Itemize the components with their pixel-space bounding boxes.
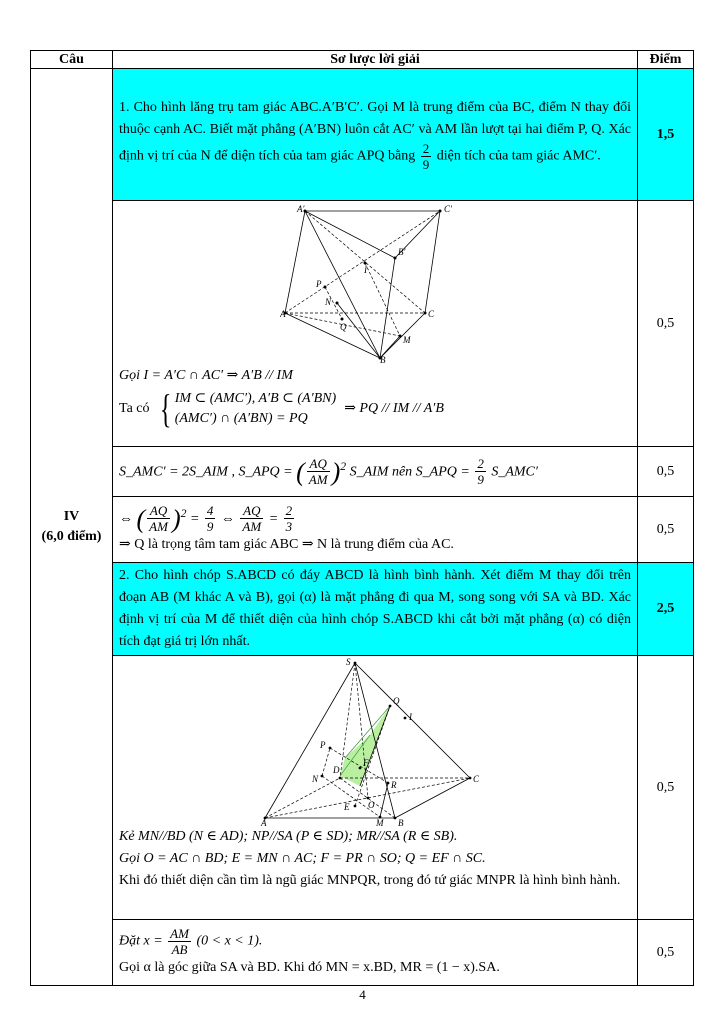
q2-figure-points: 0,5 — [638, 656, 694, 920]
label-e: E — [344, 802, 350, 812]
label-d: D — [333, 765, 340, 775]
ratio-den-2: AM — [242, 519, 262, 535]
q1-conclusion: ⇒ Q là trọng tâm tam giác ABC ⇒ N là trung điểm của AC. — [119, 537, 454, 553]
label-a: A — [280, 309, 286, 319]
q2-line1: Kẻ MN//BD (N ∈ AD); NP//SA (P ∈ SD); MR//SA (R ∈ SB). — [119, 829, 458, 844]
q1-statement-end: diện tích của tam giác AMC′. — [436, 148, 601, 164]
label-p2: P — [320, 740, 326, 750]
x-num: AM — [170, 926, 189, 941]
q1-system-result: ⇒ PQ // IM // A′B — [344, 401, 444, 416]
label-c: C — [428, 309, 435, 319]
label-s: S — [346, 658, 351, 667]
q1-statement-text: 1. Cho hình lăng trụ tam giác ABC.A′B′C′. Gọi M là trung điểm của BC, điểm N thay đổi thuộc cạnh AC. Biết mặt phẳng (A′BN) luôn cắt AC′ và AM lần lượt tại hai điểm P, Q. Xác định vị trí của N để diện tích của tam giác APQ bằng — [119, 100, 631, 164]
label-i: I — [364, 265, 367, 275]
solution-table — [30, 50, 694, 986]
q1-points: 1,5 — [638, 69, 694, 201]
q2-figure-cell — [113, 656, 638, 920]
q2-line2: Gọi O = AC ∩ BD; E = MN ∩ AC; F = PR ∩ SO; Q = EF ∩ SC. — [119, 851, 486, 866]
q2-last-cell — [113, 920, 638, 986]
q2-x-cond: (0 < x < 1). — [196, 933, 263, 949]
q2-figure-row — [31, 656, 694, 920]
label-b-prime: B′ — [398, 247, 406, 257]
pyramid-figure — [260, 658, 490, 826]
q1-area-eq: S_AMC′ = 2S_AIM , S_APQ = — [119, 464, 293, 480]
q1-area-points: 0,5 — [638, 447, 694, 497]
header-cau: Câu — [31, 51, 113, 69]
ratio-num-2: AQ — [240, 503, 263, 519]
label-b2: B — [398, 818, 404, 826]
q2-points: 2,5 — [638, 563, 694, 656]
page-number: 4 — [359, 987, 366, 1002]
area-frac2-num: 2 — [477, 456, 484, 472]
q1-statement-row — [31, 69, 694, 201]
q1-area-tail: S_AIM nên S_APQ = — [349, 464, 470, 480]
question-number: IV — [63, 509, 80, 524]
x-den: AB — [171, 942, 188, 957]
q1-system — [119, 386, 631, 431]
q1-taco: Ta có — [119, 401, 150, 416]
header-solution: Sơ lược lời giải — [113, 51, 638, 69]
q1-system-line2: (AMC′) ∩ (A′BN) = PQ — [174, 411, 308, 426]
area-frac-num: AQ — [307, 456, 330, 472]
ratio-den: AM — [149, 519, 168, 535]
area-frac2-den: 9 — [477, 472, 484, 488]
q1-line-intersection: Gọi I = A′C ∩ AC′ ⇒ A′B // IM — [119, 368, 293, 383]
label-a2: A — [261, 818, 267, 826]
label-b: B — [380, 355, 386, 363]
q1-ratio-points: 0,5 — [638, 497, 694, 563]
q2-statement: 2. Cho hình chóp S.ABCD có đáy ABCD là hình bình hành. Xét điểm M thay đổi trên đoạn AB (M khác A và B), gọi (α) là mặt phẳng đi qua M, song song với SA và BD. Xác định vị trí của M để thiết diện của hình chóp S.ABCD khi cắt bởi mặt phẳng (α) có diện tích đạt giá trị lớn nhất. — [113, 563, 638, 656]
label-q2: Q — [393, 696, 400, 706]
q1-system-line1: IM ⊂ (AMC′), A′B ⊂ (A′BN) — [174, 391, 337, 406]
label-o: O — [368, 800, 375, 810]
label-m2: M — [376, 818, 384, 826]
prism-figure — [280, 203, 470, 363]
label-i2: I — [409, 712, 412, 722]
label-n2: N — [312, 774, 319, 784]
q1-ratio-cell: ⇔ ( $\frac{AQ}{AM}$ )$^2$ = $\frac{4}{9}$ ⇔ $\frac{AQ}{AM}$ = $\frac{2}{3}$ ⇒ Q là trọng tâm tam giác ABC ⇒ N là trung điểm của AC. — [113, 497, 638, 563]
q2-statement-row — [31, 563, 694, 656]
q2-line3: Khi đó thiết diện cần tìm là ngũ giác MNPQR, trong đó tứ giác MNPR là hình bình hành. — [119, 873, 621, 888]
table-header-row — [31, 51, 694, 69]
ratio-2: 2 — [285, 503, 293, 519]
q1-area-cell: S_AMC′ = 2S_AIM , S_APQ = ( $\frac{AQ}{AM}$ )$^2$ S_AIM nên S_APQ = $\frac{2}{9}$ S_AMC′ — [113, 447, 638, 497]
ratio-num: AQ — [147, 503, 170, 519]
q1-frac-den: 9 — [422, 157, 430, 172]
q1-frac-num: 2 — [422, 141, 430, 156]
system-brace: { — [159, 386, 171, 431]
ratio-3: 3 — [285, 519, 293, 535]
q1-figure-cell — [113, 201, 638, 447]
q1-area-row — [31, 447, 694, 497]
q1-statement — [113, 69, 638, 201]
q1-area-tail2: S_AMC′ — [491, 464, 538, 480]
area-frac-den: AM — [308, 472, 328, 488]
q1-ratio-row — [31, 497, 694, 563]
ratio-4: 4 — [206, 503, 214, 519]
q2-last-row — [31, 920, 694, 986]
label-m: M — [403, 335, 411, 345]
label-a-prime: A′ — [297, 204, 305, 214]
label-c-prime: C′ — [444, 204, 452, 214]
label-q: Q — [340, 322, 347, 332]
header-points: Điểm — [638, 51, 694, 69]
q1-fraction — [421, 141, 432, 172]
q2-set-x: Đặt x = — [119, 933, 163, 949]
label-f: F — [363, 758, 369, 768]
ratio-9: 9 — [206, 519, 214, 535]
question-points-total: (6,0 điểm) — [41, 529, 102, 544]
label-p: P — [316, 279, 322, 289]
question-label-cell — [31, 69, 113, 986]
q2-last-points: 0,5 — [638, 920, 694, 986]
label-n: N — [325, 297, 332, 307]
q1-figure-row — [31, 201, 694, 447]
label-c2: C — [473, 774, 480, 784]
q1-figure-points: 0,5 — [638, 201, 694, 447]
q2-alpha-line: Gọi α là góc giữa SA và BD. Khi đó MN = x.BD, MR = (1 − x).SA. — [119, 960, 500, 975]
label-r: R — [391, 780, 397, 790]
